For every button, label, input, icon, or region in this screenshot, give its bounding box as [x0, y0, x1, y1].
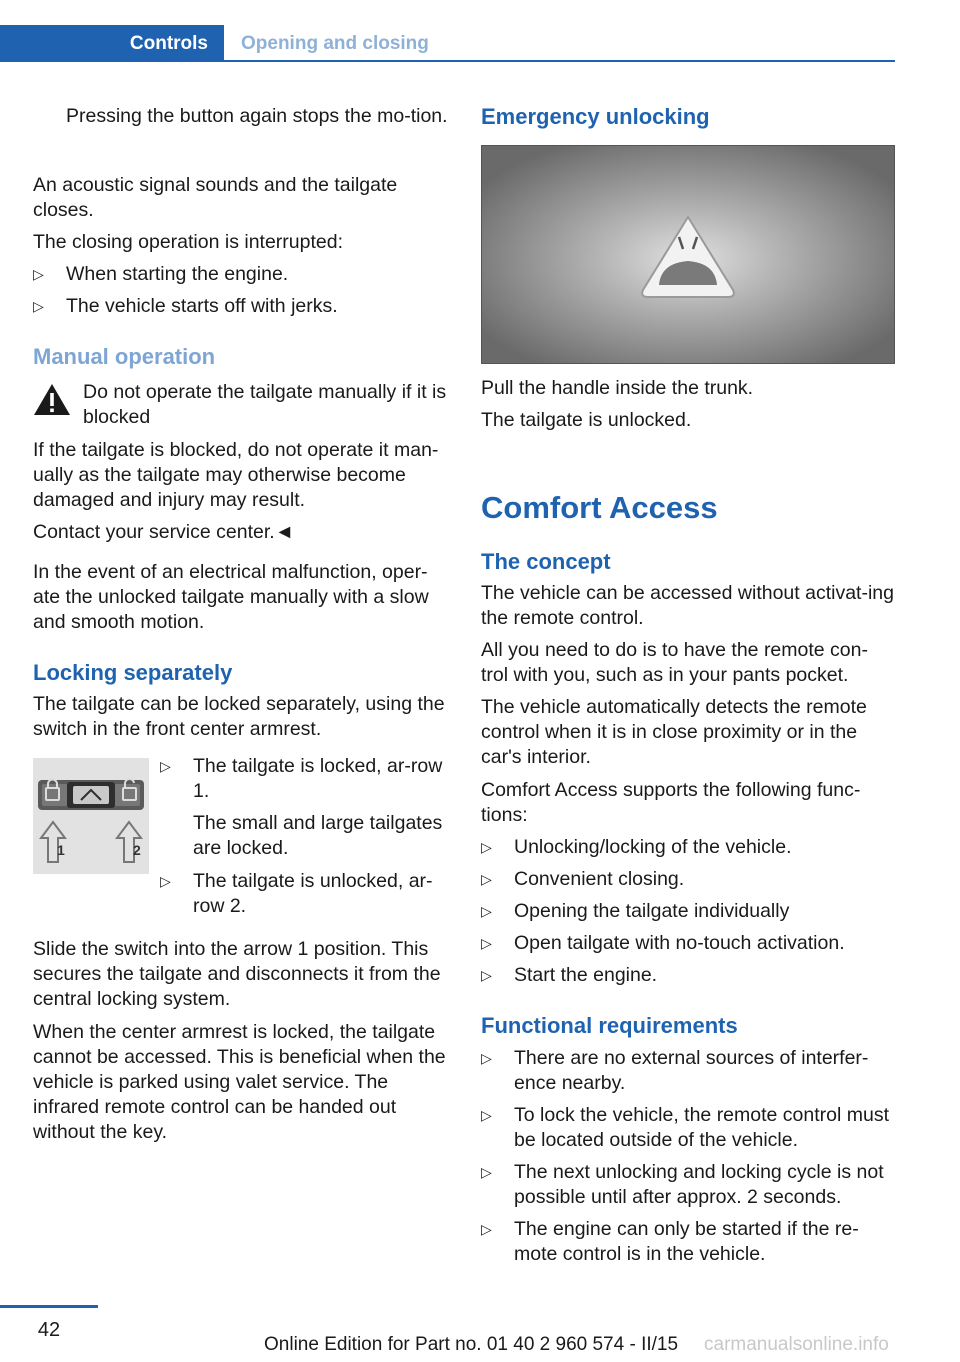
paragraph: The small and large tailgates are locked. — [193, 812, 443, 859]
list-item: ▷ Opening the tailgate individually — [481, 900, 790, 922]
paragraph: In the event of an electrical malfunction, oper‐ate the unlocked tailgate manually with a slow and smooth motion. — [33, 561, 429, 633]
triangle-bullet-icon: ▷ — [481, 935, 492, 951]
paragraph: Slide the switch into the arrow 1 position. This secures the tailgate and disconnects it from the central locking system. — [33, 938, 441, 1010]
list-item: ▷ Unlocking/locking of the vehicle. — [481, 836, 792, 858]
watermark: carmanualsonline.info — [704, 1334, 889, 1355]
paragraph: The vehicle automatically detects the remote control when it is in close proximity or in the car's interior. — [481, 696, 867, 768]
triangle-bullet-icon: ▷ — [481, 967, 492, 983]
tailgate-switch-image — [33, 758, 149, 874]
section-heading: Emergency unlocking — [481, 104, 710, 129]
triangle-bullet-icon: ▷ — [481, 1221, 492, 1237]
section-tab: Controls — [0, 25, 224, 62]
arrow-label-2: 2 — [133, 842, 141, 858]
triangle-bullet-icon: ▷ — [481, 839, 492, 855]
paragraph: Pull the handle inside the trunk. — [481, 377, 754, 399]
list-item: ▷ Start the engine. — [481, 964, 658, 986]
list-item: ▷ To lock the vehicle, the remote control must be located outside of the vehicle. — [481, 1104, 890, 1151]
triangle-bullet-icon: ▷ — [481, 1107, 492, 1123]
triangle-bullet-icon: ▷ — [481, 871, 492, 887]
list-item: ▷ The tailgate is locked, ar‐row 1. — [160, 755, 443, 802]
section-heading: Functional requirements — [481, 1013, 738, 1038]
edition-text: Online Edition for Part no. 01 40 2 960 574 - II/15 — [264, 1334, 679, 1355]
paragraph: An acoustic signal sounds and the tailgate closes. — [33, 174, 398, 221]
list-item: ▷ There are no external sources of interfer‐ence nearby. — [481, 1047, 869, 1094]
section-heading: Manual operation — [33, 344, 216, 369]
triangle-bullet-icon: ▷ — [160, 873, 171, 889]
paragraph: The tailgate can be locked separately, using the switch in the front center armrest. — [33, 693, 445, 740]
list-item: ▷ The next unlocking and locking cycle is not possible until after approx. 2 seconds. — [481, 1161, 884, 1208]
triangle-bullet-icon: ▷ — [481, 1050, 492, 1066]
list-item: ▷ The tailgate is unlocked, ar‐row 2. — [160, 870, 433, 917]
emergency-handle-image — [481, 145, 895, 364]
paragraph: Comfort Access supports the following func‐tions: — [481, 779, 861, 826]
warning-block — [33, 380, 448, 430]
triangle-bullet-icon: ▷ — [481, 1164, 492, 1180]
page-header — [0, 25, 895, 62]
paragraph: The tailgate is unlocked. — [481, 409, 692, 431]
list-item: ▷ When starting the engine. — [33, 263, 289, 285]
paragraph: Pressing the button again stops the mo‐tion. — [66, 105, 448, 127]
triangle-bullet-icon: ▷ — [160, 758, 171, 774]
paragraph: The closing operation is interrupted: — [33, 231, 344, 253]
footer-rule — [0, 1305, 98, 1308]
list-item: ▷ The engine can only be started if the re‐mote control is in the vehicle. — [481, 1218, 859, 1265]
paragraph: The vehicle can be accessed without activat‐ing the remote control. — [481, 582, 894, 629]
list-item: ▷ Convenient closing. — [481, 868, 685, 890]
paragraph: If the tailgate is blocked, do not operate it man‐ually as the tailgate may otherwise become damaged and injury may result. — [33, 439, 439, 511]
arrow-label-1: 1 — [57, 842, 65, 858]
page-number: 42 — [37, 1319, 61, 1341]
list-item: ▷ The vehicle starts off with jerks. — [33, 295, 338, 317]
subsection-tab: Opening and closing — [241, 33, 429, 54]
paragraph: Contact your service center.◄ — [33, 521, 294, 543]
section-heading: The concept — [481, 549, 611, 574]
paragraph: All you need to do is to have the remote con‐trol with you, such as in your pants pocket. — [481, 639, 868, 686]
triangle-bullet-icon: ▷ — [33, 266, 44, 282]
chapter-heading: Comfort Access — [481, 490, 718, 525]
warning-title: Do not operate the tailgate manually if it is blocked — [83, 381, 447, 428]
paragraph: When the center armrest is locked, the tailgate cannot be accessed. This is beneficial when the vehicle is parked using valet service. The infrared remote control can be handed out without the key. — [33, 1021, 446, 1143]
header-rule — [0, 60, 895, 62]
triangle-bullet-icon: ▷ — [33, 298, 44, 314]
warning-icon — [33, 382, 71, 416]
section-heading: Locking separately — [33, 660, 233, 685]
triangle-bullet-icon: ▷ — [481, 903, 492, 919]
list-item: ▷ Open tailgate with no-touch activation. — [481, 932, 845, 954]
